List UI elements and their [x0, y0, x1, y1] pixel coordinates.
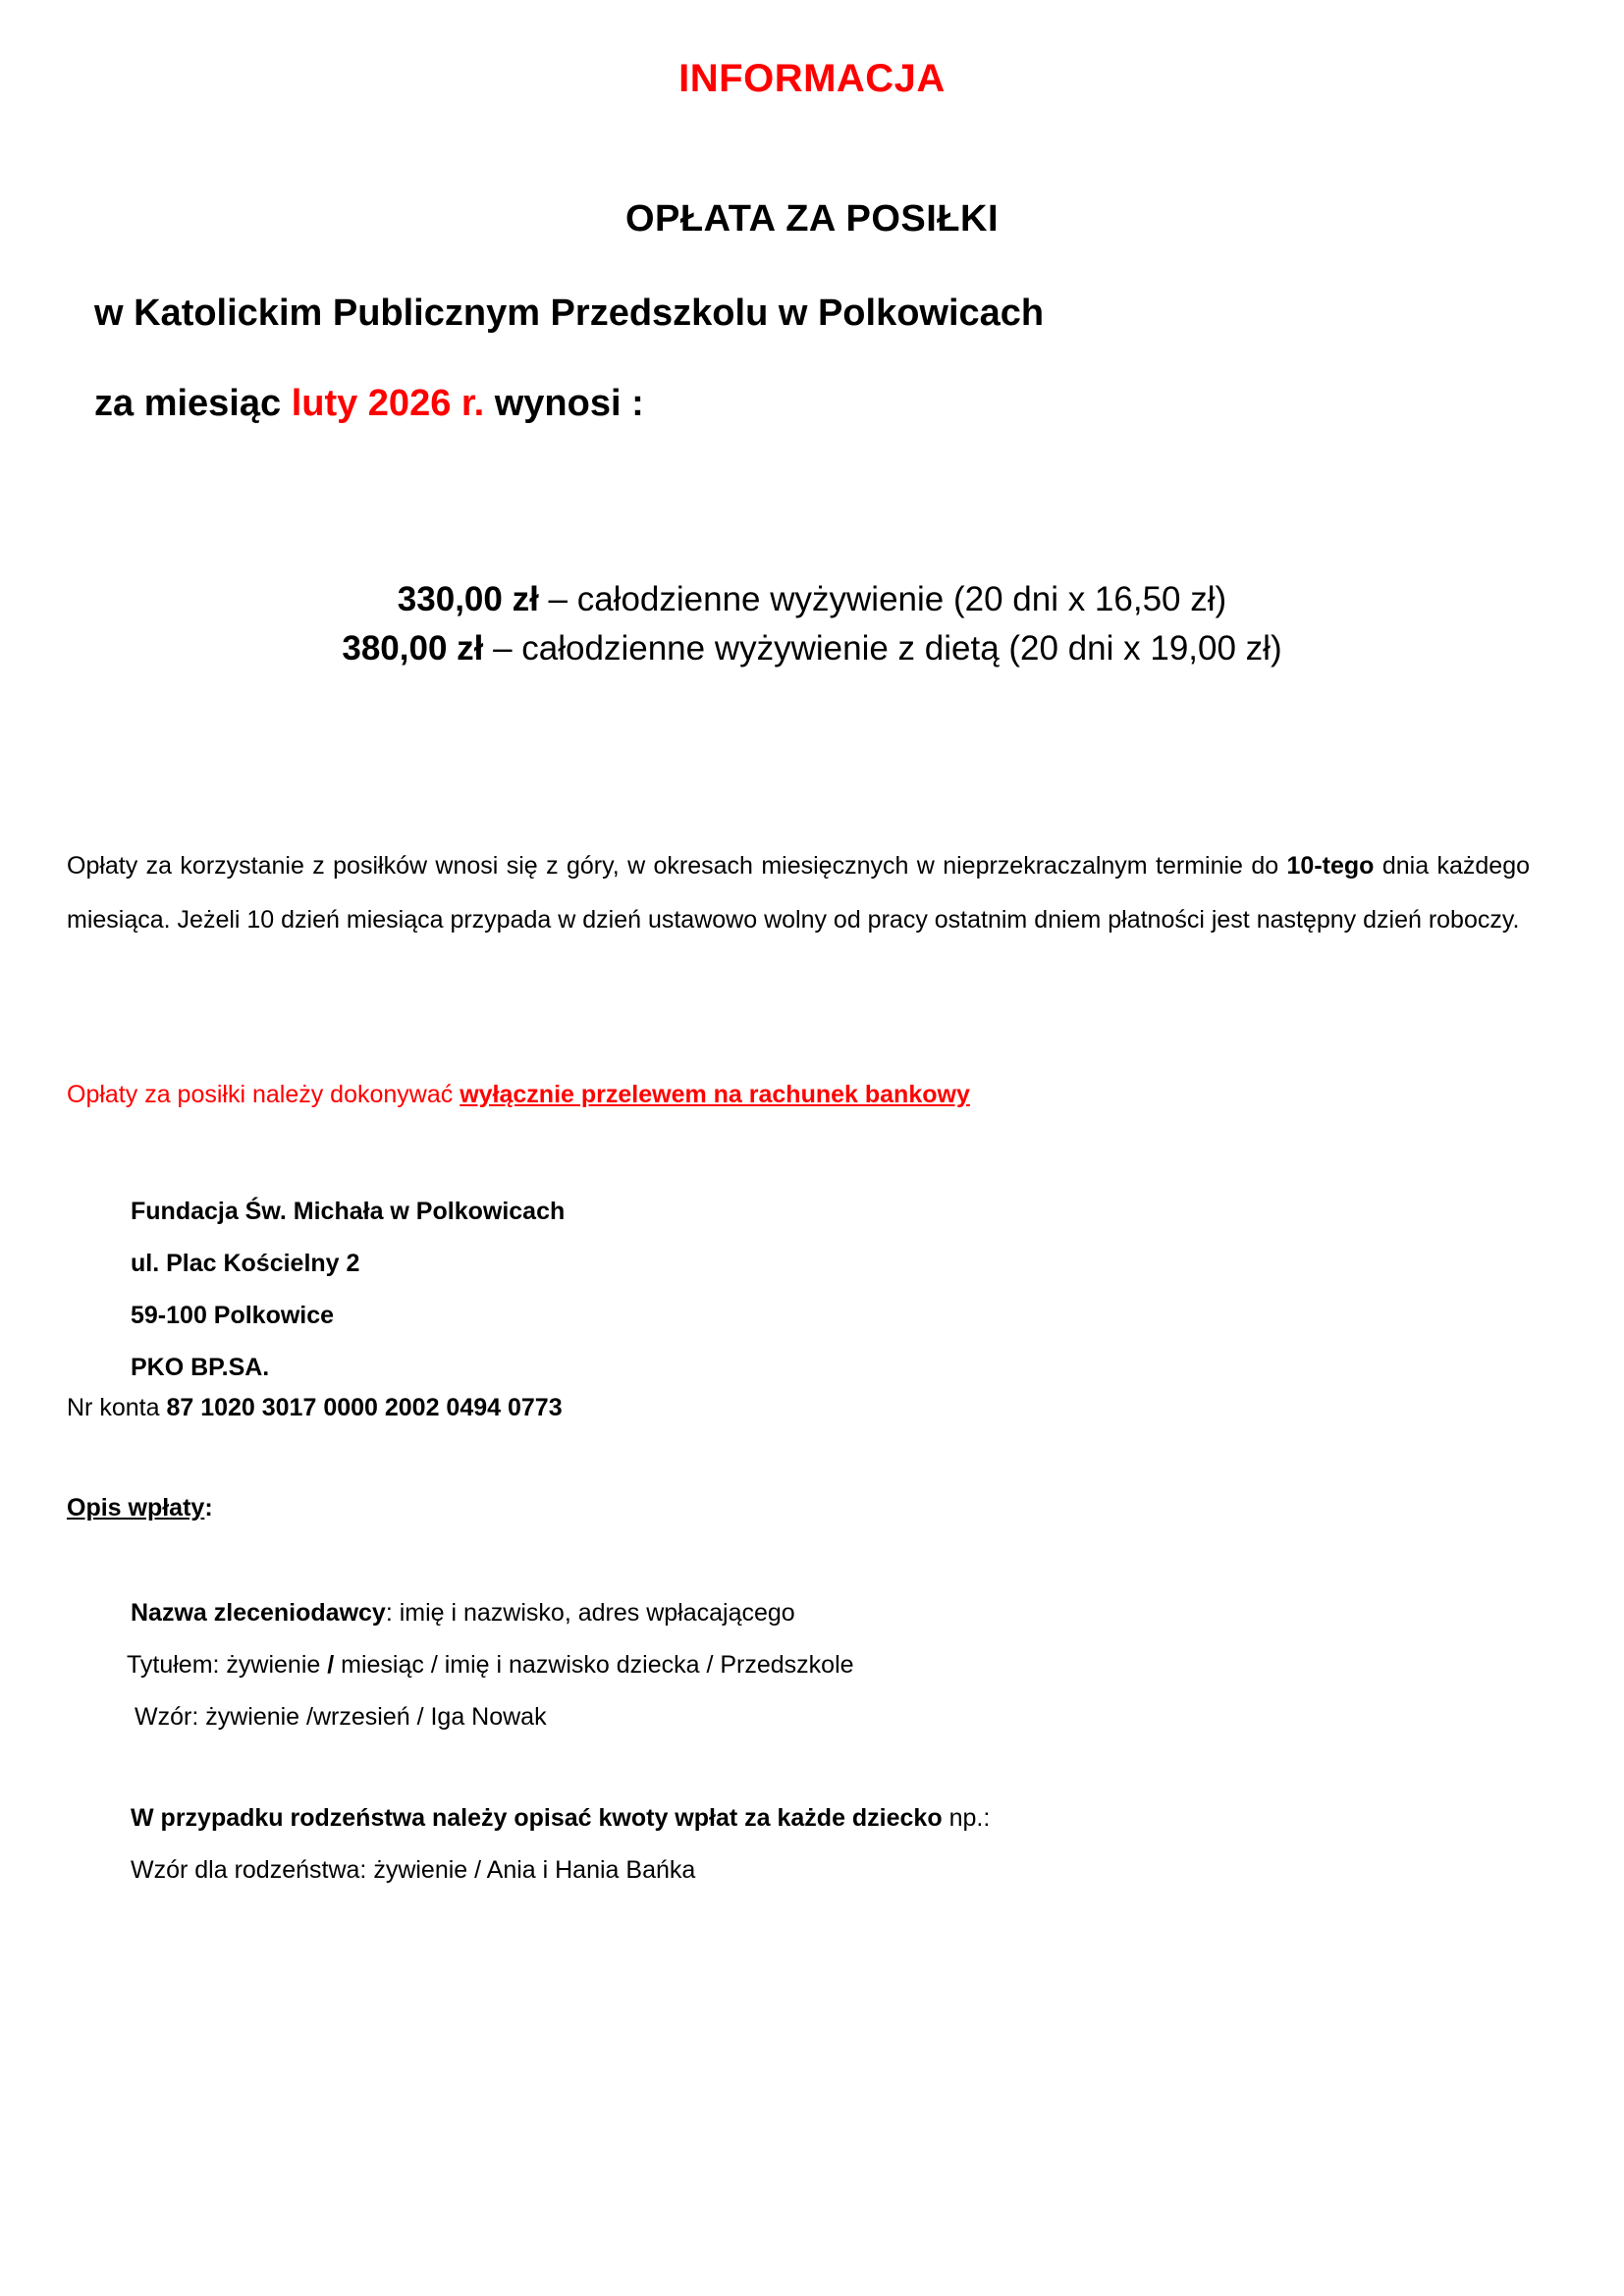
- price-row-standard: [0, 575, 1624, 624]
- page-title-informacja: INFORMACJA: [678, 57, 946, 100]
- price-row-diet: [0, 624, 1624, 673]
- siblings-example-line: Wzór dla rodzeństwa: żywienie / Ania i Hania Bańka: [131, 1856, 696, 1884]
- transfer-note-emphasis: wyłącznie przelewem na rachunek bankowy: [460, 1081, 970, 1108]
- siblings-label: W przypadku rodzeństwa należy opisać kwoty wpłat za każde dziecko: [131, 1804, 943, 1832]
- bank-details-block: [131, 1186, 565, 1394]
- siblings-instruction-line: [131, 1792, 990, 1844]
- price-description-diet: – całodzienne wyżywienie z dietą (20 dni x 19,00 zł): [483, 629, 1282, 667]
- payment-description-heading-colon: :: [204, 1494, 213, 1522]
- price-amount-standard: 330,00 zł: [397, 580, 539, 618]
- page-subtitle-oplata-za-posilki: OPŁATA ZA POSIŁKI: [624, 198, 1000, 240]
- payment-terms-part1: Opłaty za korzystanie z posiłków wnosi się z góry, w okresach miesięcznych w nieprzekraczalnym terminie do: [67, 852, 1287, 880]
- account-label: Nr konta: [67, 1394, 167, 1421]
- institution-name-line: w Katolickim Publicznym Przedszkolu w Polkowicach: [94, 293, 1045, 334]
- transfer-note: [67, 1081, 970, 1109]
- bank-line-organisation: Fundacja Św. Michała w Polkowicach: [131, 1198, 566, 1225]
- transfer-note-prefix: Opłaty za posiłki należy dokonywać: [67, 1081, 460, 1108]
- month-line-prefix: za miesiąc: [94, 383, 292, 424]
- bank-account-line: [67, 1394, 563, 1422]
- bank-line-street: ul. Plac Kościelny 2: [131, 1250, 360, 1277]
- price-description-standard: – całodzienne wyżywienie (20 dni x 16,50 zł): [538, 580, 1227, 618]
- bank-line-city: 59-100 Polkowice: [131, 1302, 335, 1329]
- price-block: [0, 575, 1624, 673]
- account-number: 87 1020 3017 0000 2002 0494 0773: [166, 1394, 563, 1421]
- payment-description-heading-text: Opis wpłaty: [67, 1494, 205, 1522]
- price-amount-diet: 380,00 zł: [342, 629, 484, 667]
- payment-description-block: [127, 1587, 854, 1743]
- title-prefix: Tytułem: żywienie: [127, 1651, 328, 1679]
- payment-terms-paragraph: [67, 839, 1530, 947]
- siblings-suffix: np.:: [942, 1804, 991, 1832]
- payer-text: : imię i nazwisko, adres wpłacającego: [385, 1599, 795, 1627]
- payment-description-heading: [67, 1494, 213, 1522]
- payment-description-line-title: [127, 1639, 854, 1691]
- month-value: luty 2026 r.: [291, 383, 485, 424]
- payment-description-line-payer: [131, 1587, 854, 1639]
- payment-terms-deadline: 10-tego: [1286, 852, 1375, 880]
- title-separator: /: [327, 1651, 335, 1679]
- siblings-block: [131, 1792, 990, 1896]
- month-line-suffix: wynosi :: [484, 383, 644, 424]
- payer-label: Nazwa zleceniodawcy: [131, 1599, 386, 1627]
- payment-description-line-example: Wzór: żywienie /wrzesień / Iga Nowak: [135, 1703, 547, 1731]
- title-suffix: miesiąc / imię i nazwisko dziecka / Przedszkole: [334, 1651, 854, 1679]
- month-line: [94, 383, 644, 425]
- payment-terms-part2: dnia każdego miesiąca. Jeżeli 10 dzień miesiąca przypada w dzień ustawowo wolny od pracy ostatnim dniem płatności jest następny dzień roboczy.: [67, 852, 1530, 934]
- bank-line-bank-name: PKO BP.SA.: [131, 1354, 270, 1381]
